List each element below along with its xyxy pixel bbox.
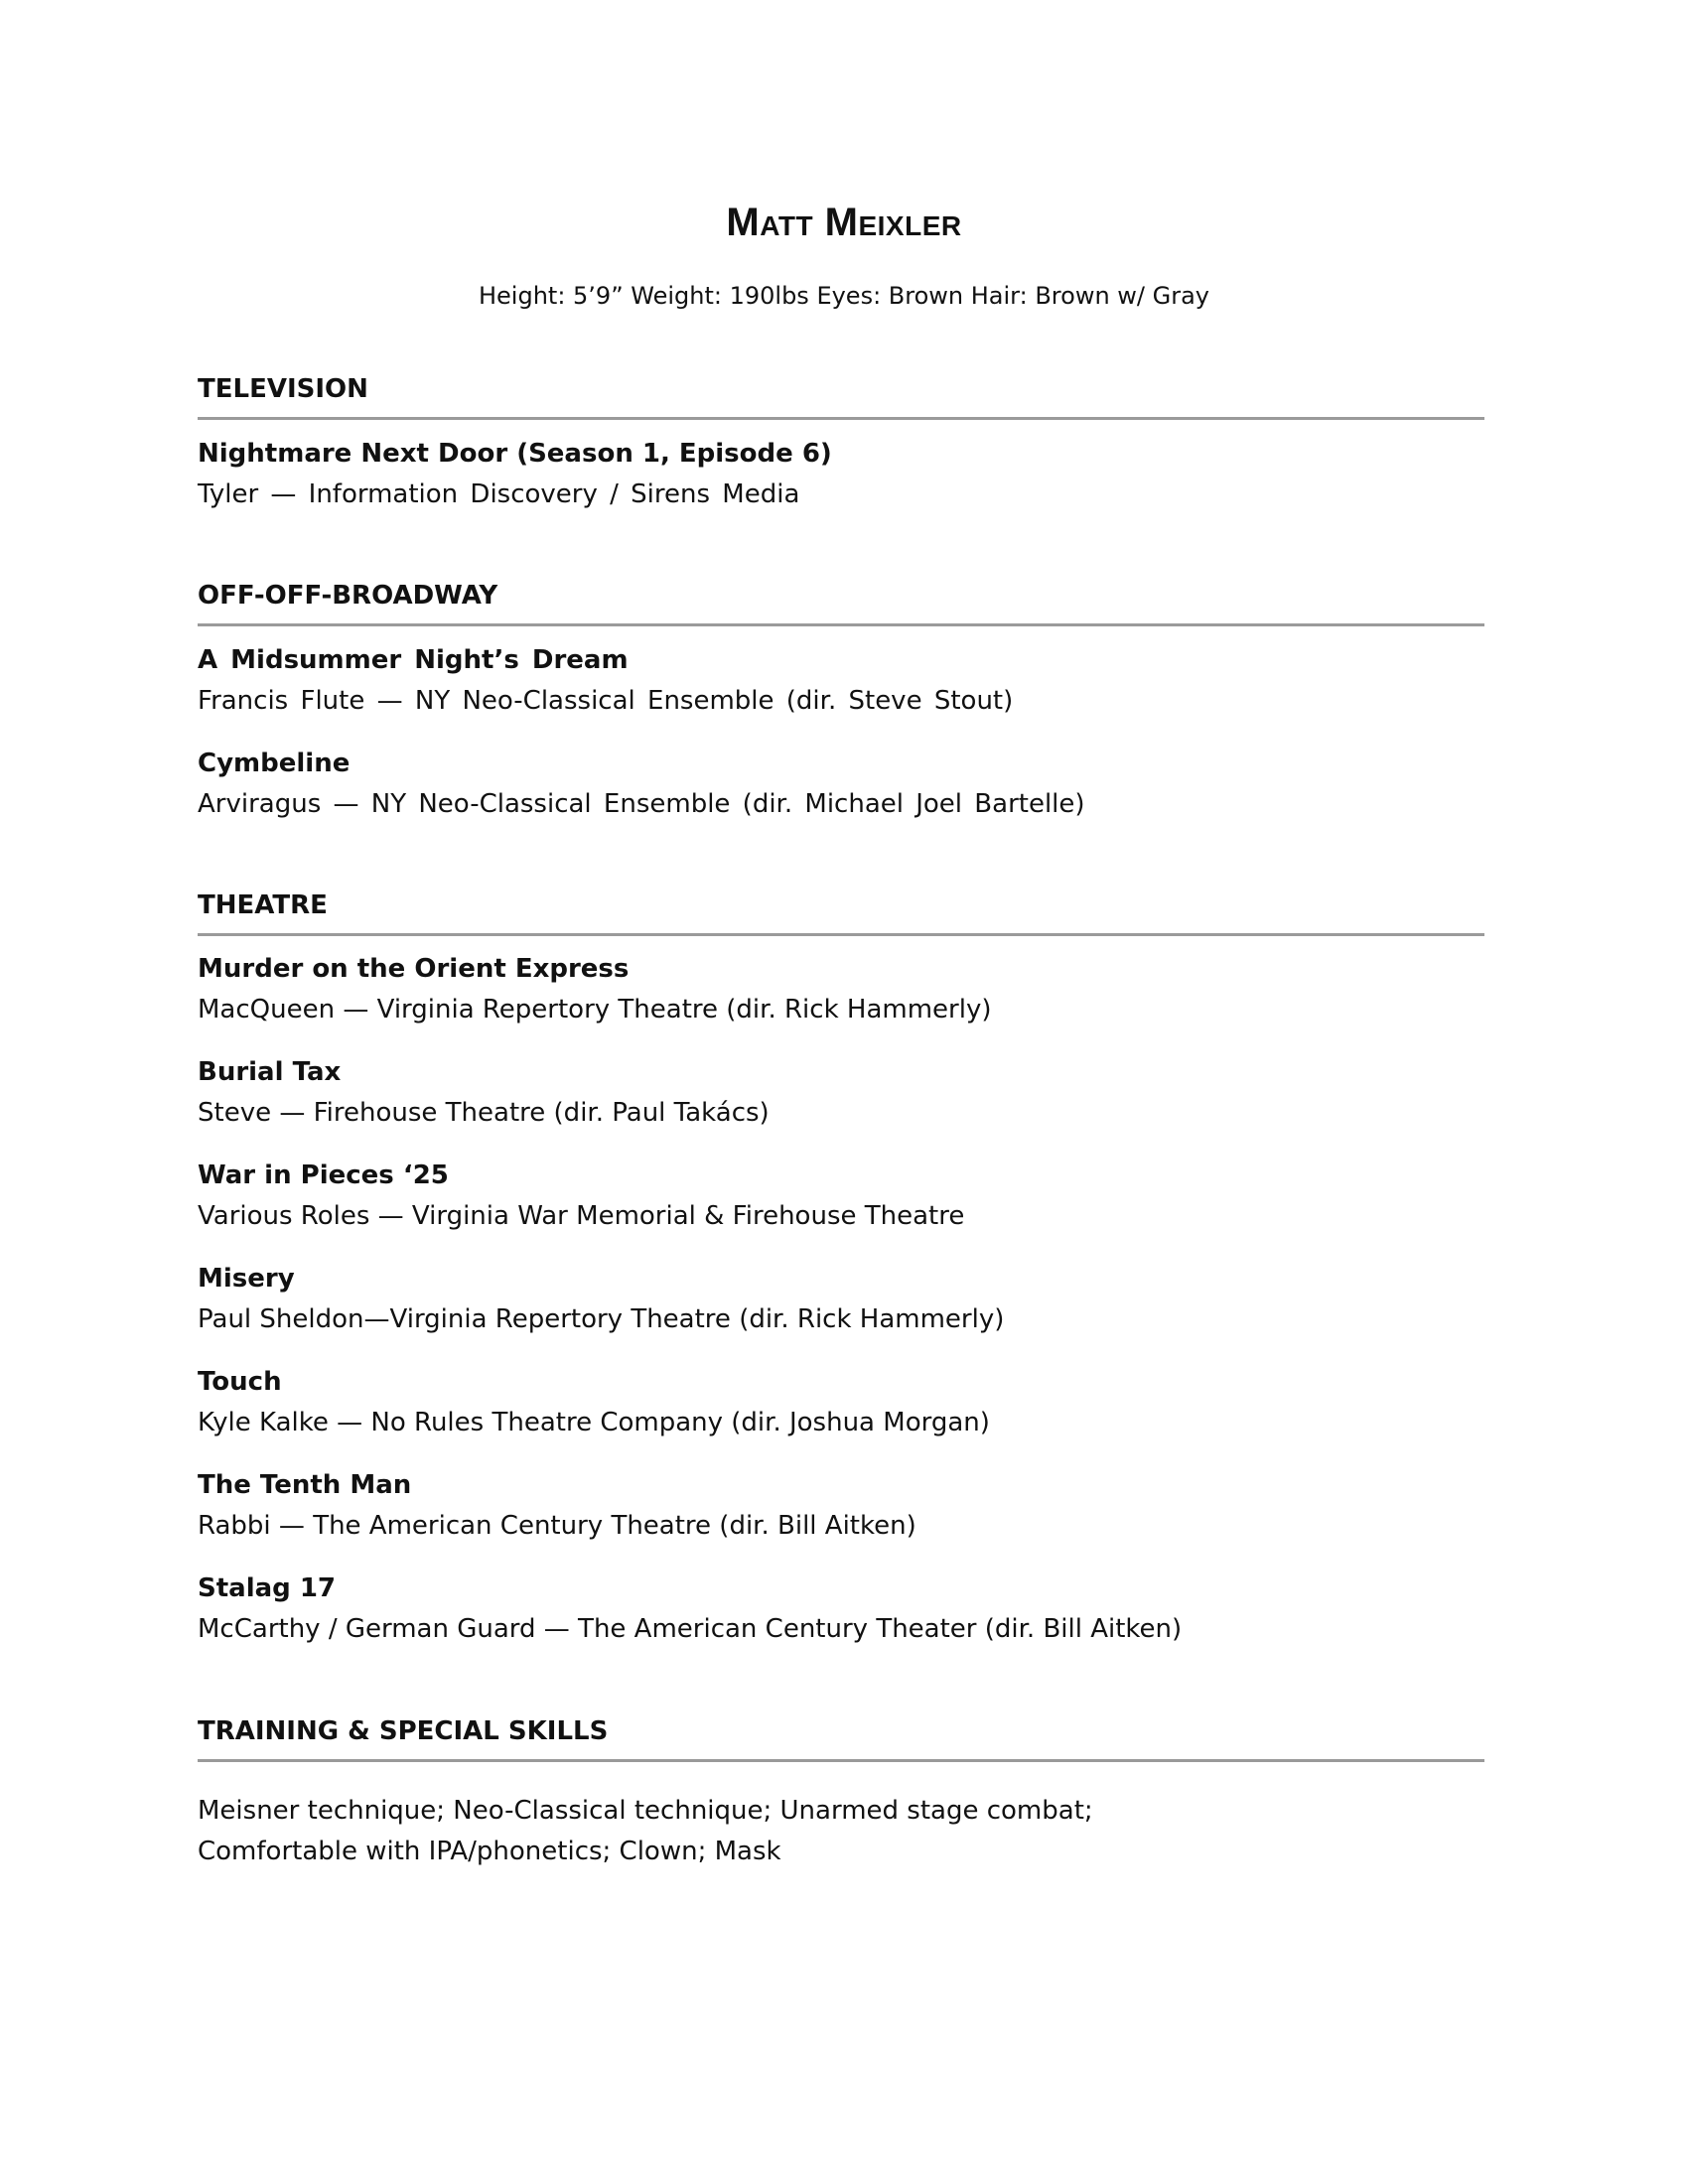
actor-name: Matt Meixler: [726, 201, 962, 244]
credit-title: Nightmare Next Door (Season 1, Episode 6): [198, 439, 832, 469]
credit-role: Arviragus — NY Neo-Classical Ensemble (dir. Michael Joel Bartelle): [198, 789, 1085, 819]
credit-role: Paul Sheldon—Virginia Repertory Theatre (dir. Rick Hammerly): [198, 1304, 1005, 1334]
credit-title: A Midsummer Night’s Dream: [198, 645, 629, 675]
credit-title: Burial Tax: [198, 1057, 342, 1087]
section-heading-training-skills: TRAINING & SPECIAL SKILLS: [198, 1713, 1484, 1762]
credit-title: The Tenth Man: [198, 1470, 412, 1500]
credit-role: MacQueen — Virginia Repertory Theatre (dir. Rick Hammerly): [198, 995, 992, 1024]
credit-role: McCarthy / German Guard — The American Century Theater (dir. Bill Aitken): [198, 1614, 1183, 1644]
skills-line: Meisner technique; Neo-Classical technique; Unarmed stage combat;: [198, 1796, 1093, 1826]
credit-title: Touch: [198, 1367, 282, 1397]
skills-line: Comfortable with IPA/phonetics; Clown; Mask: [198, 1837, 781, 1866]
section-heading-theatre: THEATRE: [198, 887, 1484, 936]
credit-title: War in Pieces ‘25: [198, 1160, 449, 1190]
credit-role: Steve — Firehouse Theatre (dir. Paul Takács): [198, 1098, 770, 1128]
credit-title: Cymbeline: [198, 749, 351, 778]
section-heading-off-off-broadway: OFF-OFF-BROADWAY: [198, 578, 1484, 626]
section-heading-television: TELEVISION: [198, 371, 1484, 420]
credit-title: Misery: [198, 1264, 295, 1294]
skills-list: [198, 1791, 1484, 1872]
credit-role: Francis Flute — NY Neo-Classical Ensemble (dir. Steve Stout): [198, 686, 1014, 716]
credit-role: Tyler — Information Discovery / Sirens Media: [198, 479, 800, 509]
credit-title: Murder on the Orient Express: [198, 954, 630, 984]
physical-stats: Height: 5’9” Weight: 190lbs Eyes: Brown Hair: Brown w/ Gray: [478, 282, 1210, 310]
credit-title: Stalag 17: [198, 1573, 337, 1603]
credit-role: Various Roles — Virginia War Memorial & Firehouse Theatre: [198, 1201, 965, 1231]
credit-role: Rabbi — The American Century Theatre (dir. Bill Aitken): [198, 1511, 916, 1541]
credit-role: Kyle Kalke — No Rules Theatre Company (dir. Joshua Morgan): [198, 1408, 990, 1437]
